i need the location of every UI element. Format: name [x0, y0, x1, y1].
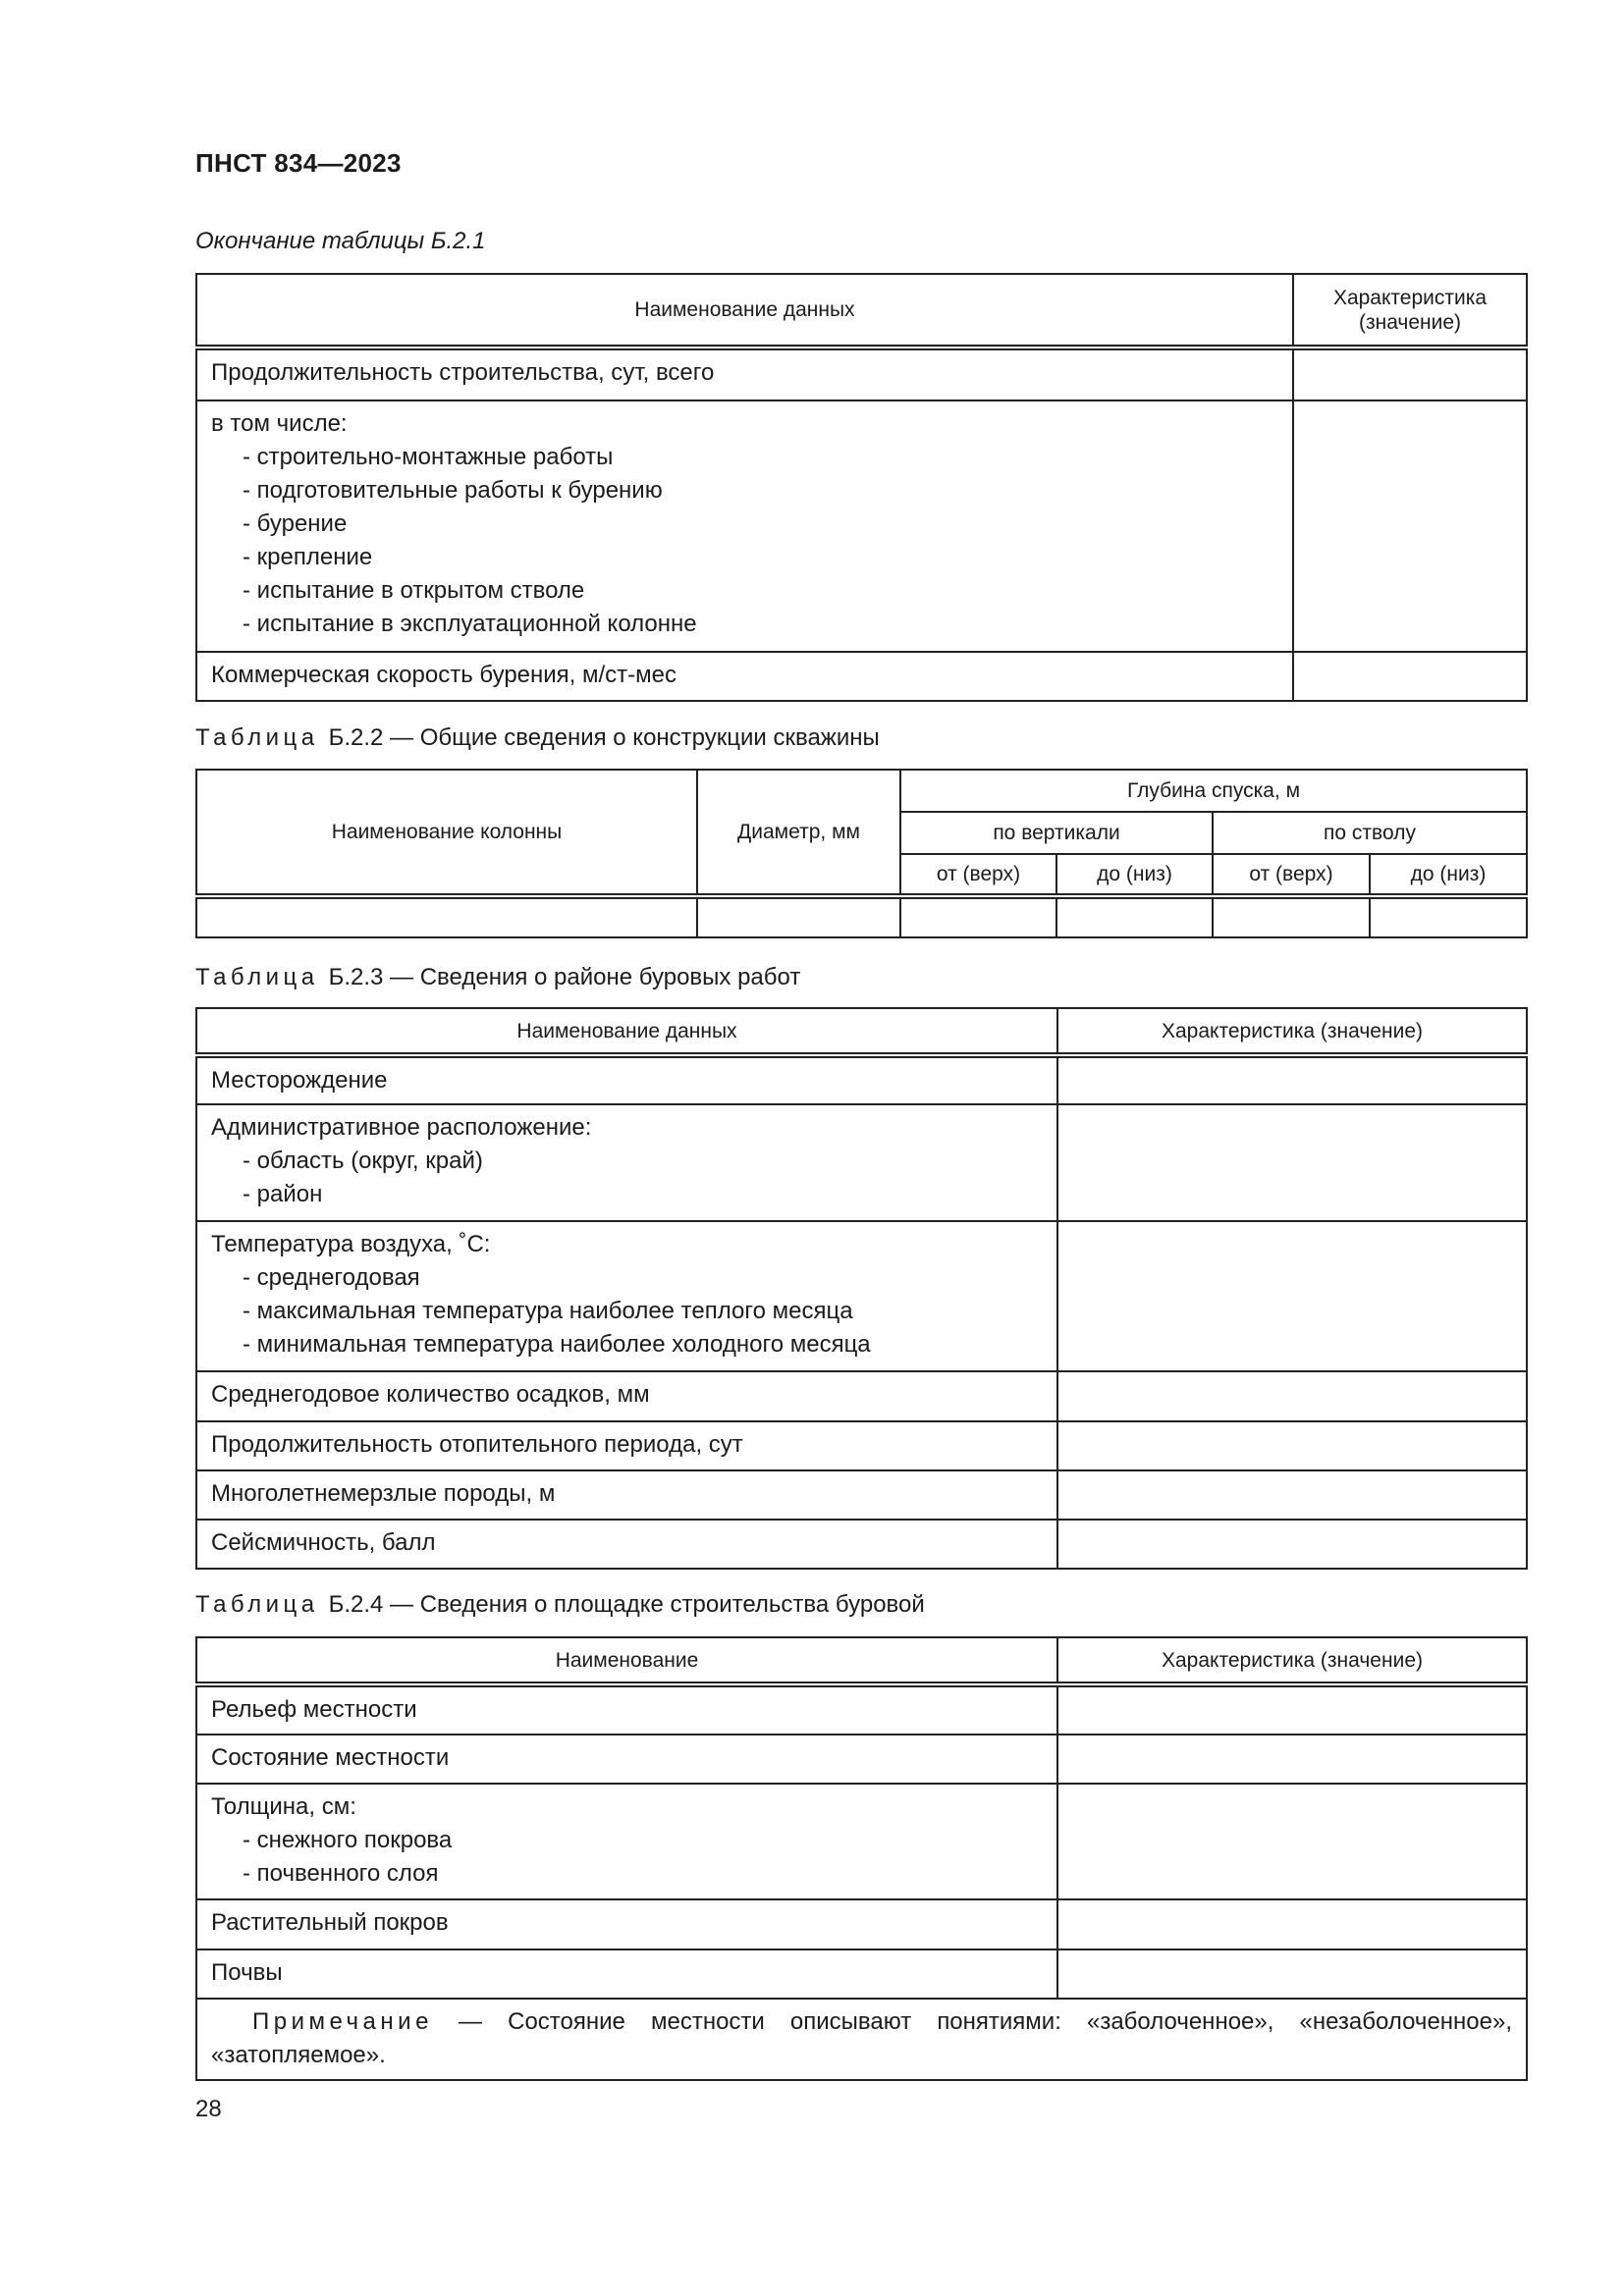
- table-b-2-4-caption: [195, 1591, 925, 1619]
- header-depth: Глубина спуска, м: [900, 770, 1527, 812]
- header-name: Наименование: [196, 1637, 1057, 1684]
- value-cell: [1293, 652, 1527, 701]
- empty-cell: [1213, 896, 1370, 937]
- row-including: [196, 400, 1293, 652]
- row-relief: Рельеф местности: [196, 1684, 1057, 1735]
- value-cell: [1057, 1371, 1527, 1421]
- row-terrain-state: Состояние местности: [196, 1735, 1057, 1784]
- row-thickness: [196, 1784, 1057, 1899]
- table-b-2-2-caption: [195, 724, 880, 752]
- header-characteristic: Характеристика (значение): [1057, 1008, 1527, 1055]
- list-item: - максимальная температура наиболее теплого месяца: [243, 1298, 853, 1324]
- row-heating-period: Продолжительность отопительного периода, сут: [196, 1421, 1057, 1470]
- list-item: - минимальная температура наиболее холодного месяца: [243, 1331, 871, 1358]
- caption-label: Таблица: [195, 724, 319, 751]
- list-item: - снежного покрова: [243, 1827, 453, 1853]
- note-text: — Состояние местности описывают понятиями: «заболоченное», «незаболоченное», «затопляемое».: [211, 2008, 1513, 2068]
- row-admin-location: [196, 1104, 1057, 1221]
- table-b-2-3-caption: [195, 964, 800, 991]
- list-item: - испытание в открытом стволе: [243, 577, 585, 604]
- row-commercial-speed: Коммерческая скорость бурения, м/ст-мес: [196, 652, 1293, 701]
- row-precipitation: Среднегодовое количество осадков, мм: [196, 1371, 1057, 1421]
- header-data-name: Наименование данных: [196, 274, 1293, 347]
- list-item: - почвенного слоя: [243, 1860, 439, 1887]
- temperature-heading: Температура воздуха, ˚С:: [211, 1231, 491, 1257]
- empty-cell: [900, 896, 1056, 937]
- header-characteristic-line2: (значение): [1358, 310, 1462, 334]
- admin-heading: Административное расположение:: [211, 1114, 592, 1141]
- value-cell: [1057, 1421, 1527, 1470]
- value-cell: [1057, 1470, 1527, 1520]
- row-vegetation: Растительный покров: [196, 1899, 1057, 1949]
- table-note: [196, 1999, 1527, 2080]
- header-to: до (низ): [1370, 854, 1527, 896]
- header-characteristic: [1293, 274, 1527, 347]
- row-soils: Почвы: [196, 1949, 1057, 1999]
- header-to: до (низ): [1056, 854, 1213, 896]
- list-item: - среднегодовая: [243, 1264, 420, 1291]
- empty-cell: [1370, 896, 1527, 937]
- value-cell: [1057, 1221, 1527, 1371]
- note-label: Примечание: [252, 2008, 433, 2035]
- list-item: - область (округ, край): [243, 1148, 483, 1174]
- header-bore: по стволу: [1213, 812, 1527, 854]
- list-item: - район: [243, 1181, 323, 1207]
- value-cell: [1293, 400, 1527, 652]
- caption-label: Таблица: [195, 964, 319, 990]
- value-cell: [1057, 1055, 1527, 1104]
- header-characteristic: Характеристика (значение): [1057, 1637, 1527, 1684]
- empty-cell: [196, 896, 697, 937]
- table-b-2-2: [195, 769, 1528, 938]
- empty-cell: [697, 896, 900, 937]
- page-number: 28: [195, 2096, 222, 2122]
- header-column-name: Наименование колонны: [196, 770, 697, 896]
- table-b-2-1: [195, 273, 1528, 702]
- including-heading: в том числе:: [211, 410, 348, 437]
- header-diameter: Диаметр, мм: [697, 770, 900, 896]
- caption-label: Таблица: [195, 1591, 319, 1618]
- table-b-2-3: [195, 1007, 1528, 1570]
- header-from: от (верх): [1213, 854, 1370, 896]
- row-construction-duration: Продолжительность строительства, сут, всего: [196, 347, 1293, 400]
- caption-text: Б.2.2 — Общие сведения о конструкции скважины: [328, 724, 880, 751]
- list-item: - подготовительные работы к бурению: [243, 477, 663, 504]
- list-item: - крепление: [243, 544, 373, 570]
- caption-text: Б.2.3 — Сведения о районе буровых работ: [328, 964, 801, 990]
- thickness-heading: Толщина, см:: [211, 1793, 356, 1820]
- value-cell: [1057, 1784, 1527, 1899]
- table-continuation-caption: Окончание таблицы Б.2.1: [195, 228, 486, 254]
- row-seismicity: Сейсмичность, балл: [196, 1520, 1057, 1569]
- value-cell: [1293, 347, 1527, 400]
- value-cell: [1057, 1899, 1527, 1949]
- row-field: Месторождение: [196, 1055, 1057, 1104]
- caption-text: Б.2.4 — Сведения о площадке строительства буровой: [328, 1591, 925, 1618]
- value-cell: [1057, 1104, 1527, 1221]
- table-b-2-4: [195, 1636, 1528, 2081]
- list-item: - строительно-монтажные работы: [243, 444, 614, 470]
- row-permafrost: Многолетнемерзлые породы, м: [196, 1470, 1057, 1520]
- empty-cell: [1056, 896, 1213, 937]
- header-data-name: Наименование данных: [196, 1008, 1057, 1055]
- list-item: - бурение: [243, 510, 348, 537]
- value-cell: [1057, 1735, 1527, 1784]
- value-cell: [1057, 1684, 1527, 1735]
- document-code: ПНСТ 834—2023: [195, 148, 402, 178]
- row-air-temperature: [196, 1221, 1057, 1371]
- header-from: от (верх): [900, 854, 1056, 896]
- header-characteristic-line1: Характеристика: [1332, 286, 1488, 309]
- list-item: - испытание в эксплуатационной колонне: [243, 611, 697, 637]
- value-cell: [1057, 1520, 1527, 1569]
- value-cell: [1057, 1949, 1527, 1999]
- header-vertical: по вертикали: [900, 812, 1213, 854]
